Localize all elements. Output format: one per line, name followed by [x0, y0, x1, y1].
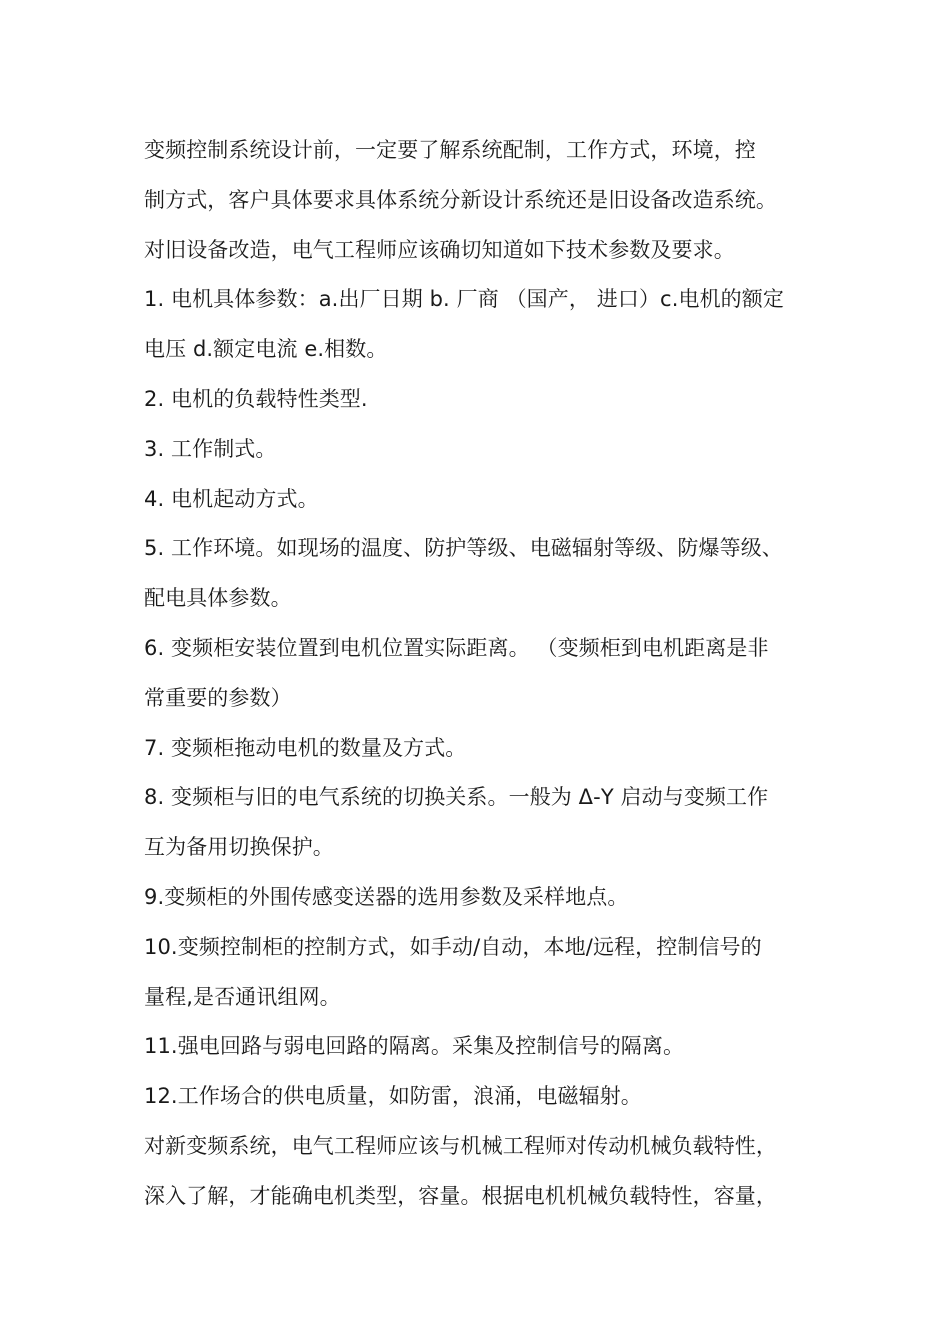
text-line: 变频控制系统设计前，一定要了解系统配制，工作方式，环境，控 — [144, 138, 756, 162]
text-line: 6. 变频柜安装位置到电机位置实际距离。 （变频柜到电机距离是非 — [144, 635, 769, 660]
text-line: 电压 d.额定电流 e.相数。 — [144, 337, 388, 362]
text-line: 12.工作场合的供电质量，如防雷，浪涌，电磁辐射。 — [144, 1084, 642, 1109]
text-line: 10.变频控制柜的控制方式，如手动/自动，本地/远程，控制信号的 — [144, 934, 762, 959]
text-line: 2. 电机的负载特性类型. — [144, 386, 368, 411]
text-line: 量程,是否通讯组网。 — [144, 984, 341, 1009]
text-line: 互为备用切换保护。 — [144, 835, 334, 860]
text-line: 3. 工作制式。 — [144, 436, 277, 461]
text-line: 常重要的参数） — [144, 685, 292, 710]
text-line: 9.变频柜的外围传感变送器的选用参数及采样地点。 — [144, 884, 629, 909]
text-line: 对旧设备改造，电气工程师应该确切知道如下技术参数及要求。 — [144, 237, 735, 262]
text-line: 5. 工作环境。如现场的温度、防护等级、电磁辐射等级、防爆等级、 — [144, 536, 783, 561]
text-line: 7. 变频柜拖动电机的数量及方式。 — [144, 735, 467, 760]
text-line: 制方式，客户具体要求具体系统分新设计系统还是旧设备改造系统。 — [144, 187, 777, 212]
text-line: 配电具体参数。 — [144, 586, 292, 611]
document-body — [144, 126, 844, 1222]
text-line: 8. 变频柜与旧的电气系统的切换关系。一般为 Δ-Y 启动与变频工作 — [144, 785, 769, 810]
text-line: 1. 电机具体参数：a.出厂日期 b. 厂商 （国产， 进口）c.电机的额定 — [144, 287, 784, 312]
text-line: 4. 电机起动方式。 — [144, 486, 319, 511]
text-line: 对新变频系统，电气工程师应该与机械工程师对传动机械负载特性， — [144, 1133, 777, 1158]
text-line: 深入了解，才能确电机类型，容量。根据电机机械负载特性，容量， — [144, 1183, 777, 1208]
text-line: 11.强电回路与弱电回路的隔离。采集及控制信号的隔离。 — [144, 1034, 685, 1059]
